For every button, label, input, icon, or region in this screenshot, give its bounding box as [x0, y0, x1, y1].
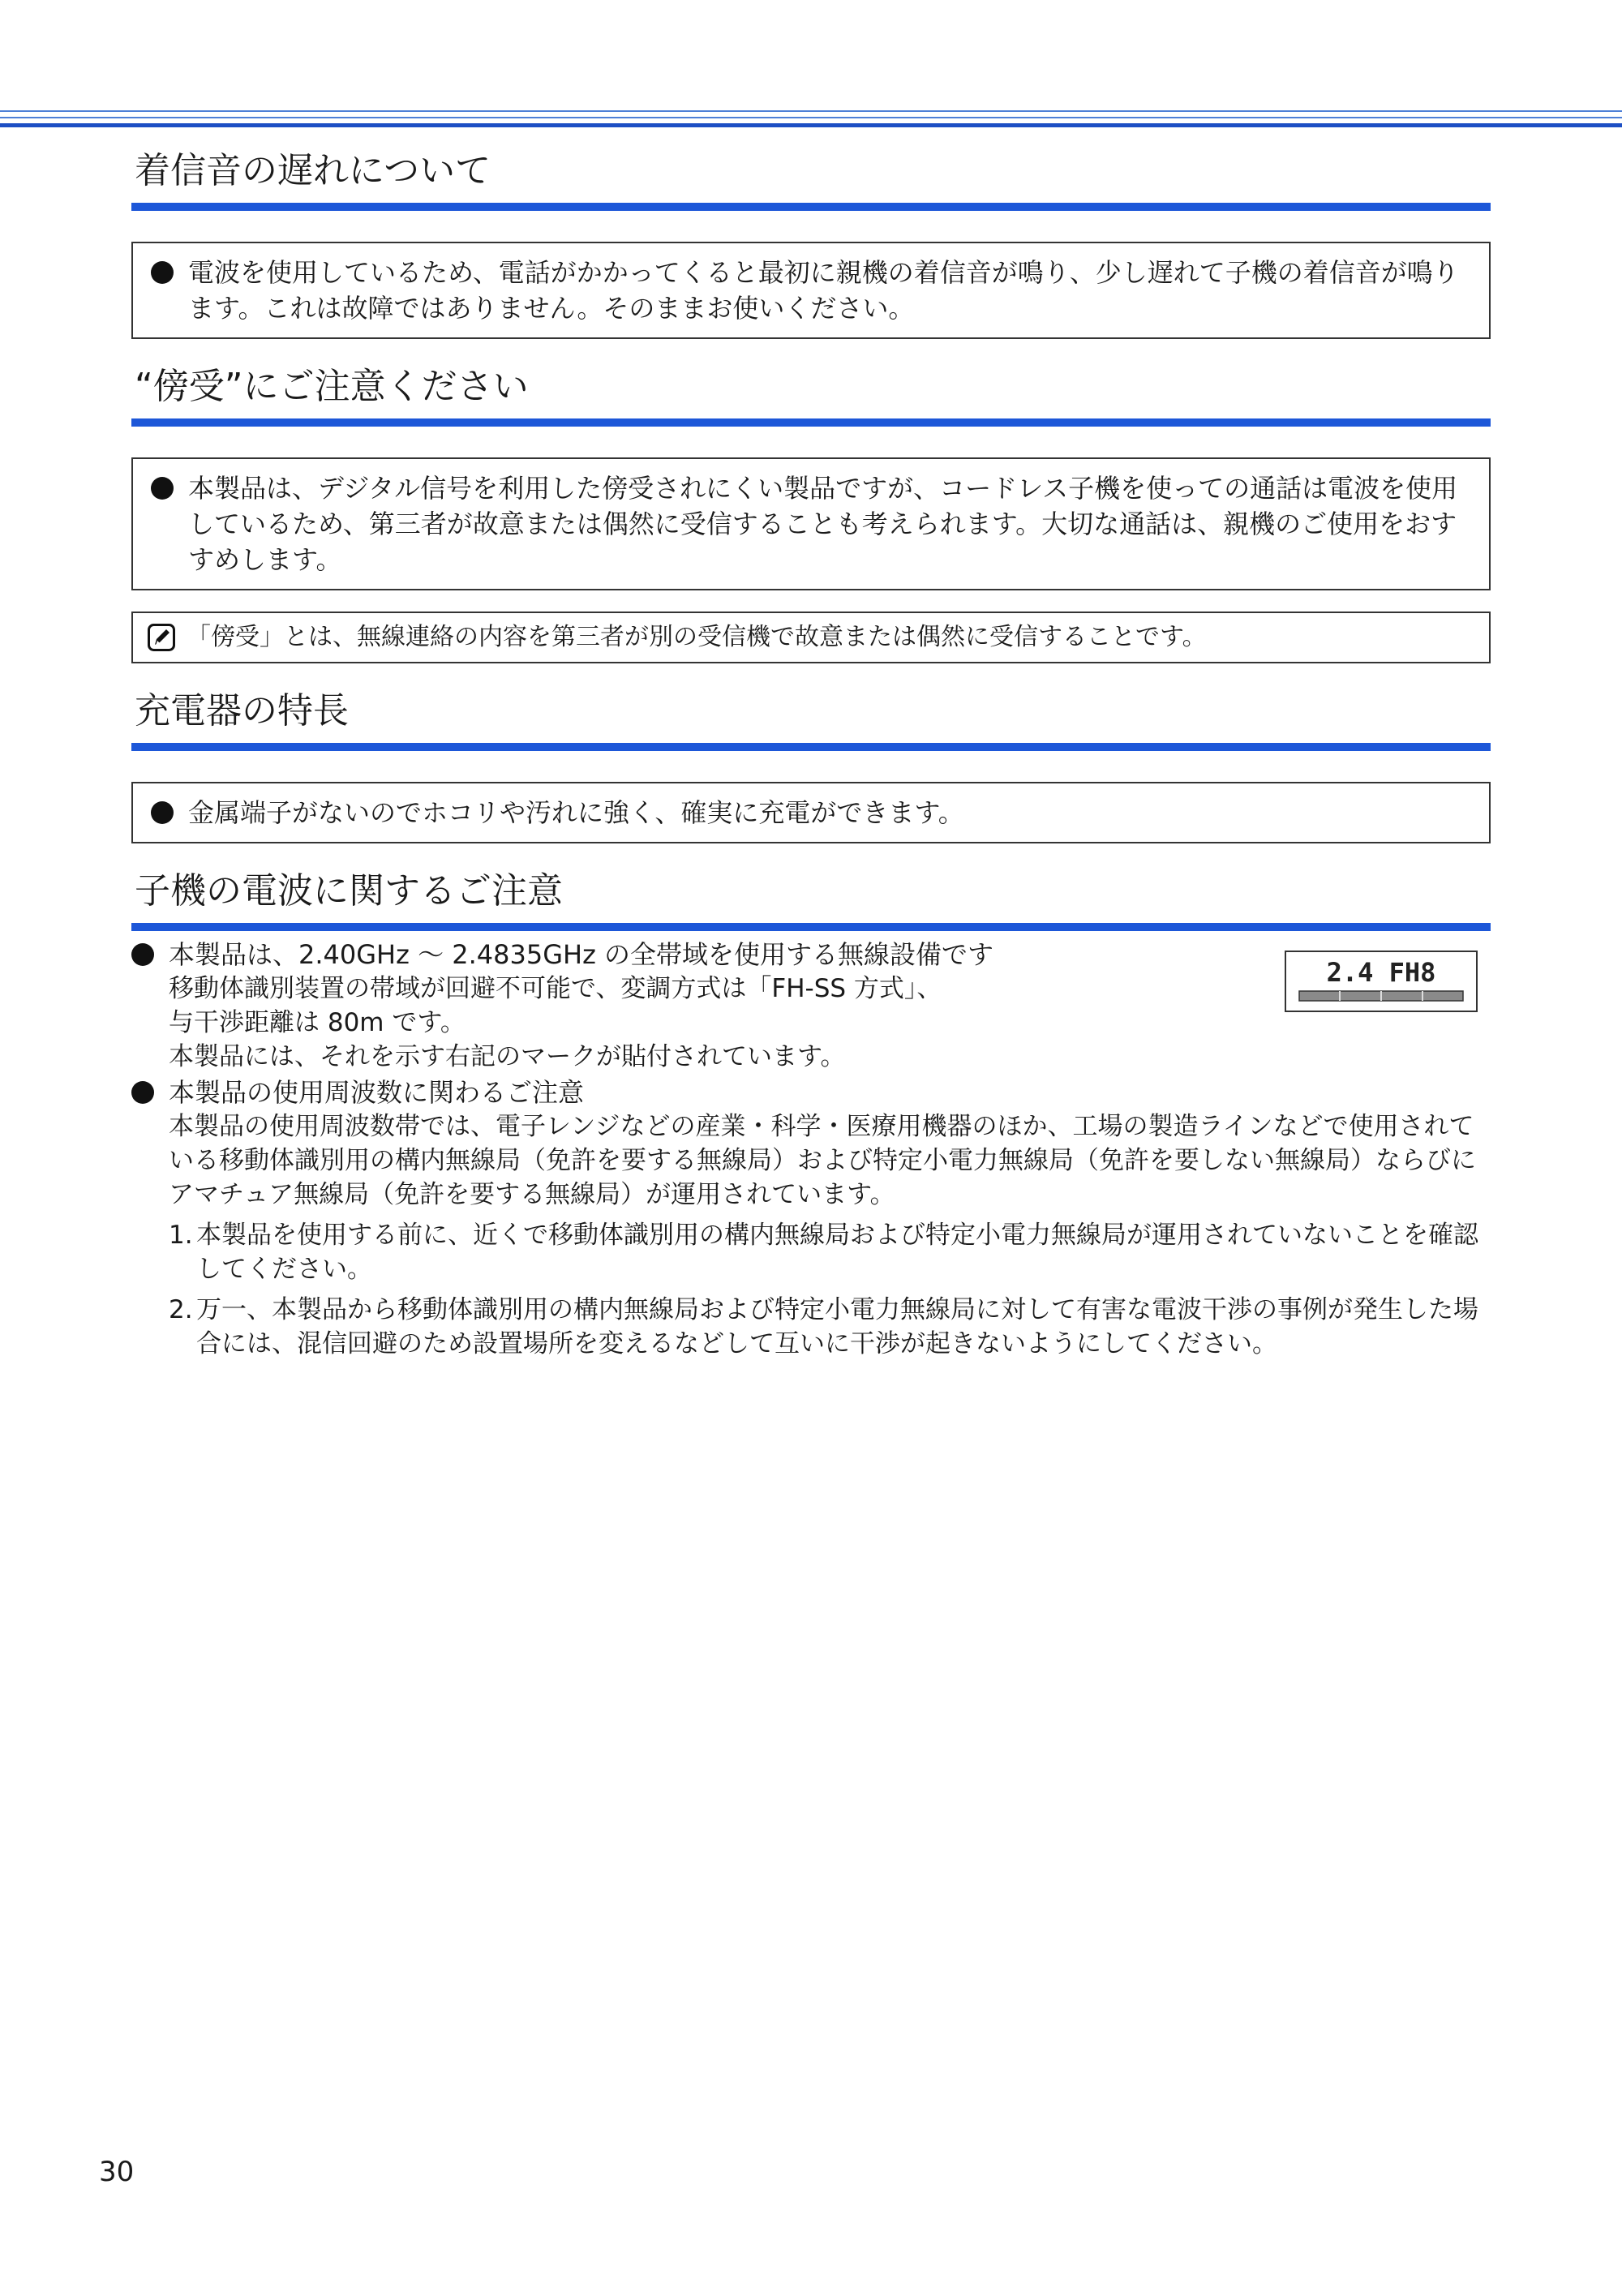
item-text: 万一、本製品から移動体識別用の構内無線局および特定小電力無線局に対して有害な電波干渉の事例が発生した場合には、混信回避のため設置場所を変えるなどして互いに干渉が起きないようにしてください。 [196, 1295, 1478, 1358]
section-radio-notice [131, 866, 1491, 1361]
bullet-item [151, 795, 1471, 830]
section-heading: “傍受”にご注意ください [135, 366, 529, 407]
memo-text: 「傍受」とは、無線連絡の内容を第三者が別の受信機で故意または偶然に受信することです。 [187, 623, 1207, 651]
section-heading: 子機の電波に関するご注意 [135, 870, 563, 912]
item-title: 本製品の使用周波数に関わるご注意 [169, 1077, 585, 1108]
section-interception [131, 362, 1491, 663]
info-box [131, 782, 1491, 843]
heading-rule [131, 203, 1491, 211]
numbered-item [131, 1293, 1491, 1361]
numbered-item [131, 1218, 1491, 1286]
bullet-icon [131, 943, 154, 966]
section-heading: 着信音の遅れについて [135, 150, 491, 191]
section-charger-features [131, 686, 1491, 843]
top-rule-thick [0, 123, 1622, 127]
info-box [131, 242, 1491, 339]
item-text: 本製品を使用する前に、近くで移動体識別用の構内無線局および特定小電力無線局が運用されていないことを確認してください。 [196, 1221, 1478, 1284]
bullet-icon [131, 1081, 154, 1104]
memo-icon [148, 624, 175, 651]
bullet-icon [151, 261, 174, 284]
bullet-item [151, 255, 1471, 326]
bullet-icon [151, 477, 174, 500]
bullet-text: 電波を使用しているため、電話がかかってくると最初に親機の着信音が鳴り、少し遅れて子機の着信音が鳴ります。これは故障ではありません。そのままお使いください。 [188, 257, 1459, 324]
bullet-text: 本製品は、デジタル信号を利用した傍受されにくい製品ですが、コードレス子機を使っての通話は電波を使用しているため、第三者が故意または偶然に受信することも考えられます。大切な通話は、親機のご使用をおすすめします。 [188, 473, 1458, 575]
bullet-text: 金属端子がないのでホコリや汚れに強く、確実に充電ができます。 [188, 797, 964, 828]
item-line: 本製品には、それを示す右記のマークが貼付されています。 [169, 1042, 846, 1071]
radio-item-block [131, 938, 1491, 1361]
page-number: 30 [99, 2156, 135, 2188]
heading-rule [131, 743, 1491, 751]
bullet-item [151, 470, 1471, 577]
bullet-icon [151, 801, 174, 824]
item-title: 本製品は、2.40GHz 〜 2.4835GHz の全帯域を使用する無線設備です [169, 939, 994, 970]
heading-rule [131, 923, 1491, 931]
item-number: 2. [169, 1295, 193, 1324]
bullet-item [131, 1075, 1491, 1109]
page-content [131, 146, 1491, 1361]
top-decorative-rules [0, 110, 1622, 127]
frequency-mark-label [1285, 951, 1478, 1012]
section-heading: 充電器の特長 [135, 690, 349, 732]
section-ringtone-delay [131, 146, 1491, 339]
frequency-mark-text: 2.4 FH8 [1326, 957, 1436, 988]
top-rule-thin-2 [0, 117, 1622, 118]
memo-note [131, 612, 1491, 663]
info-box [131, 457, 1491, 590]
item-number: 1. [169, 1221, 193, 1250]
item-body: 本製品の使用周波数帯では、電子レンジなどの産業・科学・医療用機器のほか、工場の製造ラインなどで使用されている移動体識別用の構内無線局（免許を要する無線局）および特定小電力無線局（免許を要しない無線局）ならびにアマチュア無線局（免許を要する無線局）が運用されています。 [169, 1112, 1476, 1209]
item-line: 移動体識別装置の帯域が回避不可能で、変調方式は「FH-SS 方式」、 [169, 974, 942, 1003]
item-line: 与干渉距離は 80m です。 [169, 1008, 466, 1037]
top-rule-thin-1 [0, 110, 1622, 112]
heading-rule [131, 418, 1491, 427]
